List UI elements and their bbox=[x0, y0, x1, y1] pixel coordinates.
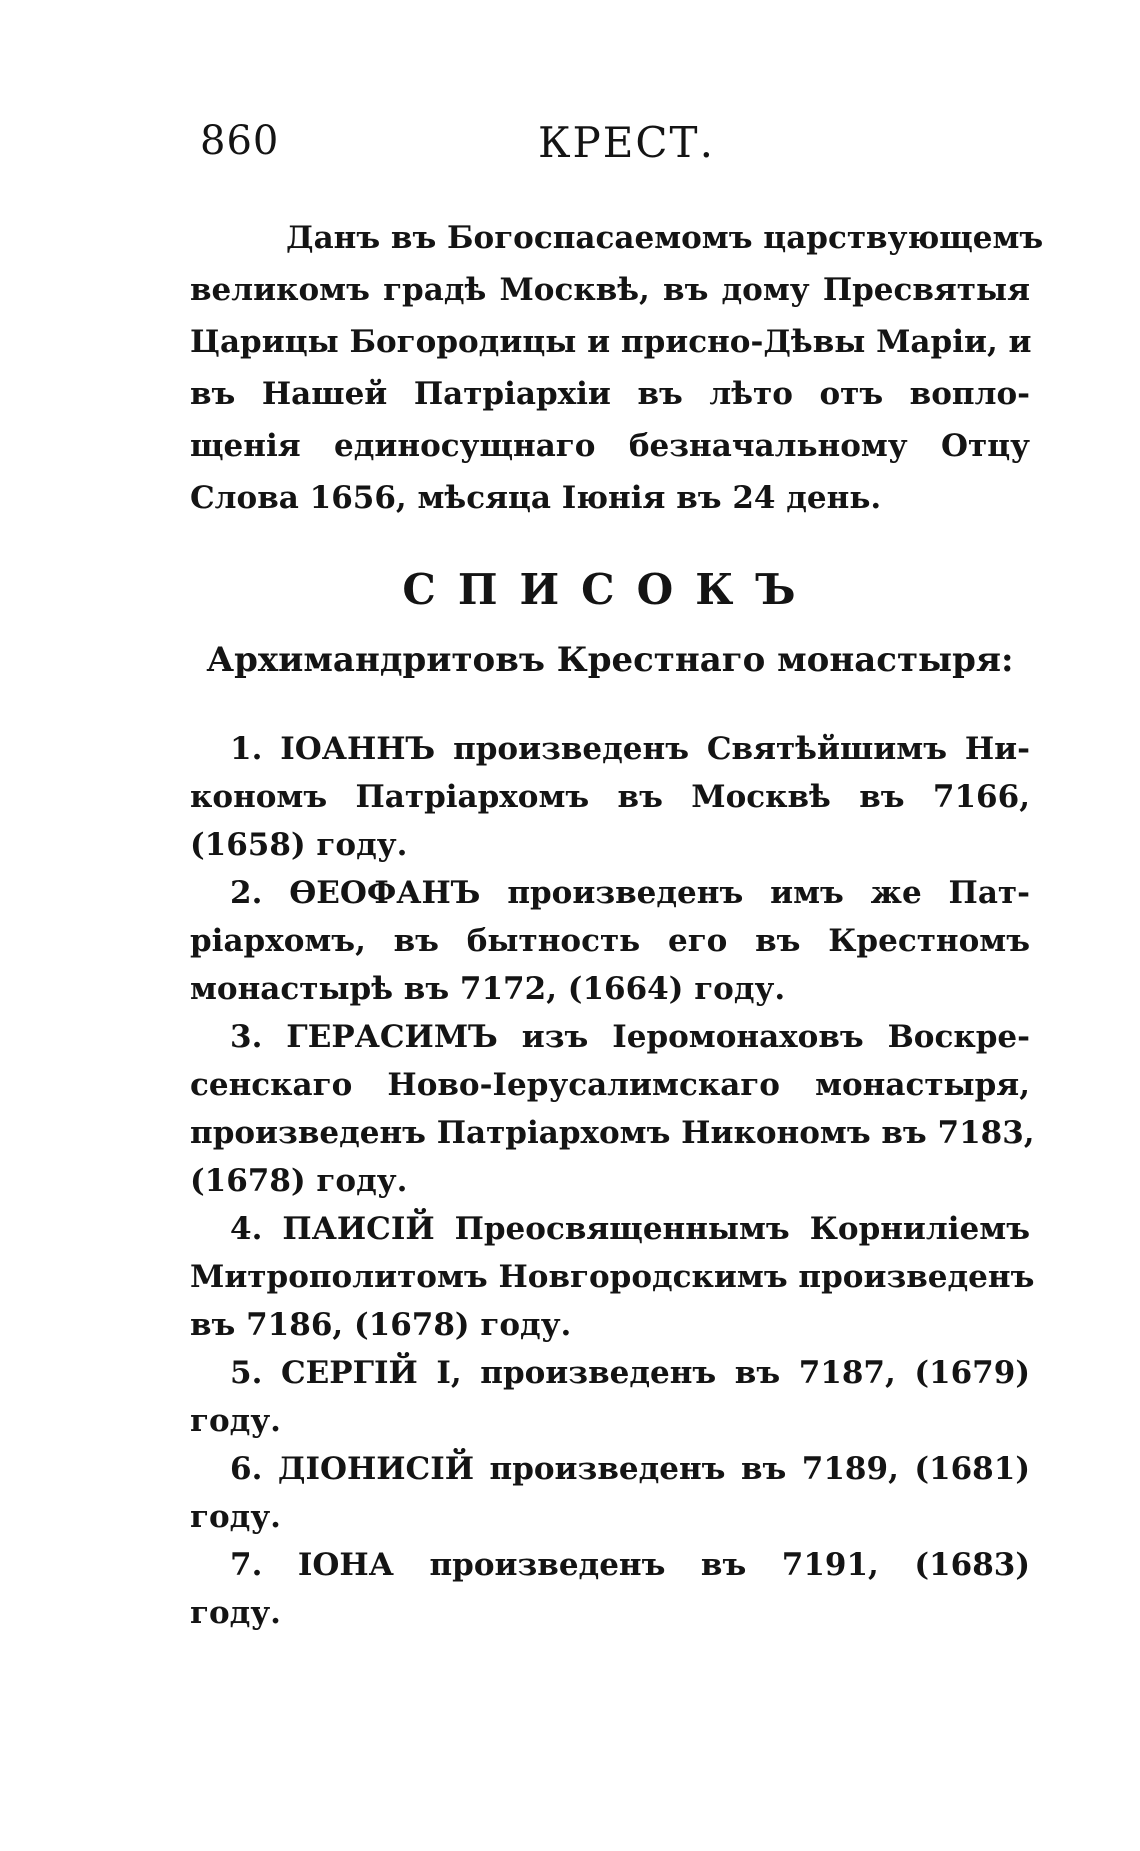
list-title: СПИСОКЪ bbox=[402, 565, 818, 614]
page-header bbox=[200, 118, 960, 178]
closing-line: Слова 1656, мѣсяца Іюнія въ 24 день. bbox=[190, 480, 882, 516]
closing-paragraph bbox=[190, 212, 1044, 524]
list-item-line: кономъ Патріархомъ въ Москвѣ въ 7166, bbox=[190, 779, 1030, 815]
list-item-line: (1658) году. bbox=[190, 827, 408, 863]
list-item-line: 3. ГЕРАСИМЪ изъ Іеромонаховъ Воскре- bbox=[230, 1019, 1030, 1055]
list-item-line: 6. ДІОНИСІЙ произведенъ въ 7189, (1681) bbox=[230, 1451, 1030, 1487]
list-item-line: сенскаго Ново-Іерусалимскаго монастыря, bbox=[190, 1067, 1030, 1103]
list-item-line: 5. СЕРГІЙ I, произведенъ въ 7187, (1679) bbox=[230, 1355, 1030, 1391]
list-item-line: году. bbox=[190, 1595, 281, 1631]
list-item-line: произведенъ Патріархомъ Никономъ въ 7183, bbox=[190, 1115, 1035, 1151]
list-item bbox=[190, 725, 1030, 869]
list-item bbox=[190, 1205, 1035, 1349]
list-item bbox=[190, 1349, 1030, 1445]
list-item bbox=[190, 869, 1030, 1013]
list-subtitle: Архимандритовъ Крестнаго монастыря: bbox=[206, 640, 1014, 680]
list-item-line: году. bbox=[190, 1499, 281, 1535]
list-item bbox=[190, 1013, 1035, 1205]
closing-line: великомъ градѣ Москвѣ, въ дому Пресвятыя bbox=[190, 272, 1030, 308]
list-item-line: году. bbox=[190, 1403, 281, 1439]
page-number: 860 bbox=[200, 118, 280, 164]
list-item-line: 7. ІОНА произведенъ въ 7191, (1683) bbox=[230, 1547, 1030, 1583]
list-item-line: Митрополитомъ Новгородскимъ произведенъ bbox=[190, 1259, 1035, 1295]
list-item-line: (1678) году. bbox=[190, 1163, 408, 1199]
list-item-line: въ 7186, (1678) году. bbox=[190, 1307, 572, 1343]
closing-line: Царицы Богородицы и присно-Дѣвы Маріи, и bbox=[190, 324, 1032, 360]
list-item bbox=[190, 1541, 1030, 1637]
closing-line: въ Нашей Патріархіи въ лѣто отъ вопло- bbox=[190, 376, 1030, 412]
closing-line: Данъ въ Богоспасаемомъ царствующемъ bbox=[286, 220, 1044, 256]
list-item-line: 1. ІОАННЪ произведенъ Святѣйшимъ Ни- bbox=[230, 731, 1030, 767]
closing-line: щенія единосущнаго безначальному Отцу bbox=[190, 428, 1030, 464]
list-item bbox=[190, 1445, 1030, 1541]
running-head: КРЕСТ. bbox=[538, 118, 715, 167]
list-item-line: 2. ѲЕОФАНЪ произведенъ имъ же Пат- bbox=[230, 875, 1030, 911]
list-item-line: монастырѣ въ 7172, (1664) году. bbox=[190, 971, 786, 1007]
archimandrite-list bbox=[190, 725, 1035, 1637]
list-item-line: ріархомъ, въ бытность его въ Крестномъ bbox=[190, 923, 1030, 959]
list-item-line: 4. ПАИСІЙ Преосвященнымъ Корниліемъ bbox=[230, 1211, 1030, 1247]
